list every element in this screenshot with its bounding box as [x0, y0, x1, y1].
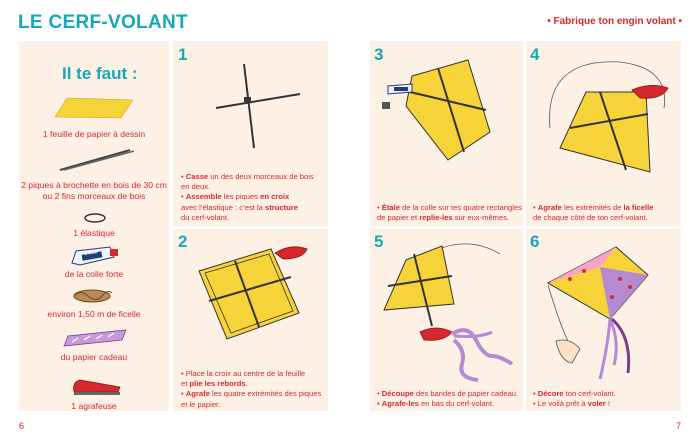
- stapler-icon: [70, 376, 124, 396]
- step-4-number: 4: [530, 45, 540, 64]
- caption-bold-text: structure: [265, 202, 298, 212]
- step-3-number: 3: [374, 45, 384, 64]
- paper-sheet-icon: [55, 96, 135, 122]
- caption-line: [377, 389, 523, 399]
- caption-bold-text: replie-les: [419, 213, 453, 223]
- caption-line: [533, 213, 679, 223]
- caption-line: [181, 182, 326, 192]
- step-1-caption: [181, 172, 326, 223]
- caption-text: •: [377, 399, 382, 409]
- need-stapler: 1 agrafeuse: [71, 401, 117, 411]
- gluing-kite-illustration: [382, 56, 502, 166]
- caption-line: [181, 389, 326, 399]
- caption-bold-text: voler: [587, 399, 606, 409]
- caption-text: de la colle sur tes quatre rectangles: [399, 203, 522, 212]
- caption-line: [533, 399, 679, 409]
- caption-text: •: [181, 389, 186, 399]
- caption-line: [181, 369, 326, 379]
- caption-text: du cerf-volant.: [181, 212, 230, 222]
- step-4-caption: [533, 203, 679, 223]
- need-gift-paper: du papier cadeau: [60, 352, 128, 362]
- step-6-number: 6: [530, 232, 540, 251]
- step-2-number: 2: [178, 232, 188, 251]
- caption-text: de chaque côté de ton cerf-volant.: [533, 213, 648, 223]
- caption-line: [181, 192, 326, 202]
- caption-text: • Le voilà prêt à: [533, 399, 588, 409]
- caption-text: !: [605, 399, 610, 409]
- caption-line: [181, 379, 326, 389]
- caption-bold-text: plie les rebords: [189, 379, 246, 389]
- decorated-kite-illustration: [540, 245, 680, 385]
- skewers-icon: [58, 148, 136, 172]
- caption-bold-text: Casse: [185, 172, 209, 181]
- caption-text: en deux.: [181, 182, 211, 192]
- string-icon: [68, 287, 118, 305]
- caption-line: [181, 400, 326, 410]
- caption-text: •: [533, 203, 538, 212]
- needs-title: Il te faut :: [62, 64, 138, 83]
- caption-line: [377, 213, 523, 223]
- caption-text: •: [377, 203, 382, 212]
- kite-sheet-illustration: [195, 243, 315, 343]
- page-number-left: 6: [19, 421, 25, 431]
- caption-text: • Place la croix au centre de la feuille: [181, 369, 306, 378]
- caption-text: .: [245, 379, 248, 389]
- kite-with-string-illustration: [540, 48, 680, 178]
- caption-bold-text: Décore: [537, 389, 564, 398]
- page-title: LE CERF-VOLANT: [18, 12, 188, 33]
- caption-bold-text: Découpe: [381, 389, 414, 398]
- caption-text: les extrémités de: [561, 203, 624, 212]
- caption-text: et: [181, 379, 190, 389]
- caption-line: [377, 399, 523, 409]
- caption-bold-text: la ficelle: [623, 203, 654, 212]
- page-number-right: 7: [676, 421, 682, 431]
- step-2-caption: [181, 369, 326, 410]
- caption-text: les piques: [221, 192, 261, 202]
- caption-text: et le papier.: [181, 399, 221, 409]
- caption-text: •: [181, 192, 186, 202]
- caption-text: en bas du cerf-volant.: [418, 399, 495, 409]
- gift-paper-icon: [62, 328, 128, 348]
- kite-ribbons-illustration: [380, 240, 520, 385]
- caption-line: [533, 203, 679, 213]
- need-skewers: 2 piques à brochette en bois de 30 cm ou 2 fins morceaux de bois: [21, 180, 167, 201]
- need-string: environ 1,50 m de ficelle: [47, 309, 141, 319]
- caption-line: [533, 389, 679, 399]
- caption-text: de papier et: [377, 213, 420, 223]
- cross-frame-illustration: [200, 60, 310, 150]
- caption-bold-text: Agrafe: [537, 203, 562, 212]
- step-3-caption: [377, 203, 523, 223]
- caption-text: un des deux morceaux de bois: [208, 172, 314, 181]
- caption-text: •: [377, 389, 382, 398]
- caption-line: [377, 203, 523, 213]
- caption-bold-text: Étale: [381, 203, 400, 212]
- caption-bold-text: Assemble: [185, 192, 222, 202]
- caption-bold-text: Agrafe: [185, 389, 210, 399]
- step-1-number: 1: [178, 45, 188, 64]
- caption-text: avec l’élastique : c’est la: [181, 202, 265, 212]
- caption-line: [181, 213, 326, 223]
- caption-line: [181, 172, 326, 182]
- caption-bold-text: Agrafe-les: [381, 399, 419, 409]
- step-5-caption: [377, 389, 523, 409]
- caption-text: •: [533, 389, 538, 398]
- step-5-number: 5: [374, 232, 384, 251]
- caption-text: des bandes de papier cadeau.: [413, 389, 519, 398]
- caption-text: les quatre extrémités des piques: [209, 389, 322, 399]
- caption-text: •: [181, 172, 186, 181]
- need-glue: de la colle forte: [64, 269, 124, 279]
- caption-text: sur eux-mêmes.: [452, 213, 510, 223]
- step-6-caption: [533, 389, 679, 409]
- page-subtitle: • Fabrique ton engin volant •: [547, 16, 682, 27]
- need-rubber-band: 1 élastique: [73, 228, 115, 238]
- caption-bold-text: en croix: [260, 192, 290, 202]
- caption-text: ton cerf-volant.: [563, 389, 616, 398]
- rubber-band-icon: [83, 212, 107, 224]
- caption-line: [181, 203, 326, 213]
- glue-brand-label: COLL: [83, 248, 99, 258]
- need-paper: 1 feuille de papier à dessin: [42, 129, 146, 139]
